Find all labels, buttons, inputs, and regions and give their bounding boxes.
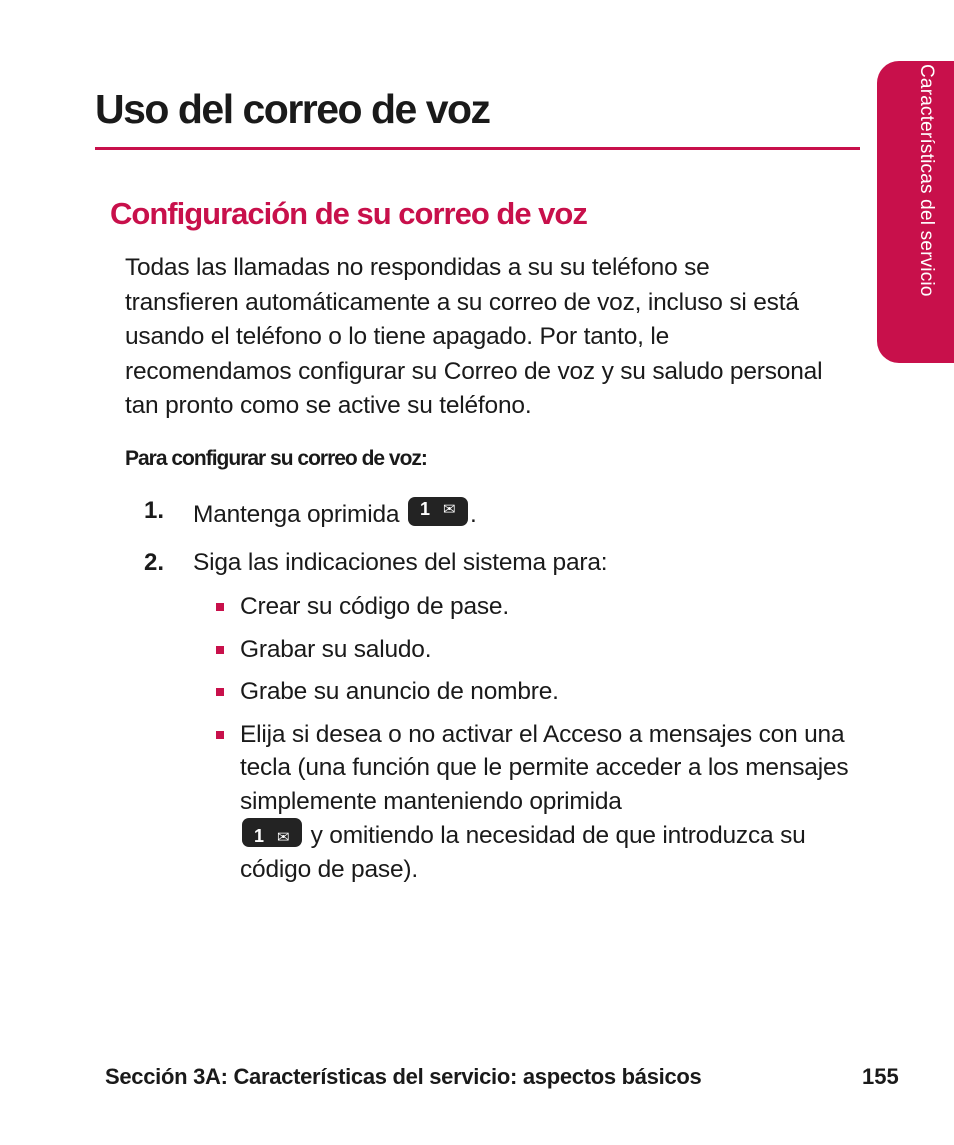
bullet-text-after: y omitiendo la necesidad de que introduzca su código de pase).	[240, 822, 806, 883]
bullet-text: Grabe su anuncio de nombre.	[240, 678, 559, 705]
bullet-text-before: Elija si desea o no activar el Acceso a mensajes con una tecla (una función que le permite acceder a los mensajes simplemente manteniendo oprimida	[240, 720, 849, 815]
title-rule	[95, 147, 860, 150]
envelope-icon: ✉	[442, 501, 456, 518]
page-number: 155	[862, 1064, 899, 1089]
step-1-label: Mantenga oprimida	[193, 501, 400, 528]
bullet-square-icon	[216, 731, 224, 739]
envelope-icon: ✉	[277, 829, 290, 846]
section-heading: Configuración de su correo de voz	[110, 196, 587, 231]
footer-section-label: Sección 3A: Características del servicio: aspectos básicos	[105, 1064, 702, 1089]
list-item	[216, 675, 856, 709]
bullet-list	[216, 590, 856, 895]
key-digit: 1	[419, 499, 430, 519]
key-digit: 1	[254, 826, 264, 846]
step-1-suffix: .	[469, 501, 477, 528]
bullet-square-icon	[216, 646, 224, 654]
list-item	[216, 718, 856, 887]
step-text-1	[193, 497, 477, 529]
intro-paragraph: Todas las llamadas no respondidas a su su teléfono se transfieren automáticamente a su correo de voz, incluso si está usando el teléfono o lo tiene apagado. Por tanto, le recomendamos configurar su Correo de voz y su saludo personal tan pronto como se active su teléfono.	[125, 254, 823, 419]
step-number-1: 1.	[144, 497, 165, 524]
procedure-label: Para configurar su correo de voz:	[125, 447, 427, 470]
key-1-button	[408, 497, 468, 526]
bullet-square-icon	[216, 603, 224, 611]
step-number-2: 2.	[144, 549, 165, 576]
list-item	[216, 590, 856, 624]
page-title: Uso del correo de voz	[95, 86, 490, 132]
step-text-2: Siga las indicaciones del sistema para:	[193, 549, 608, 576]
key-1-button	[242, 818, 302, 847]
bullet-square-icon	[216, 688, 224, 696]
side-tab-label: Características del servicio	[916, 64, 937, 297]
list-item	[216, 633, 856, 667]
bullet-text: Grabar su saludo.	[240, 635, 432, 663]
bullet-text: Crear su código de pase.	[240, 593, 509, 620]
